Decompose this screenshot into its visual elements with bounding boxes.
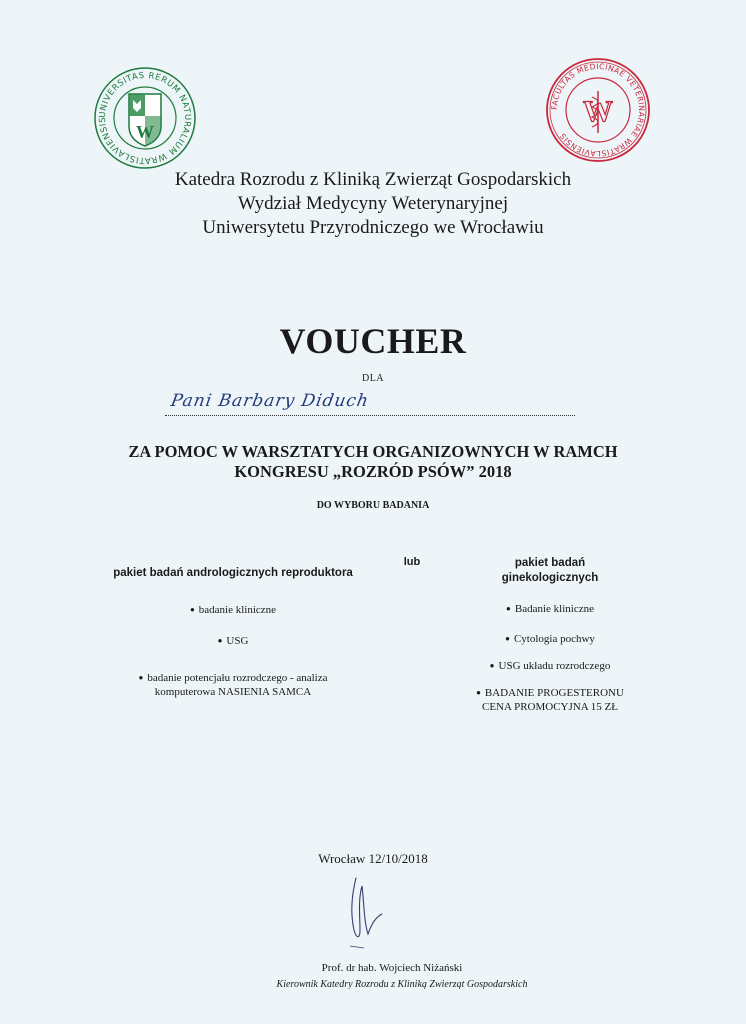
list-item: ● USG układu rozrodczego — [489, 660, 611, 672]
andrology-package — [88, 566, 378, 699]
place-and-date: Wrocław 12/10/2018 — [318, 851, 428, 866]
handwritten-signature-icon — [338, 872, 398, 952]
list-item: ● Cytologia pochwy — [505, 633, 595, 645]
bullet-icon: ● — [138, 673, 144, 682]
bullet-icon: ● — [489, 661, 495, 670]
university-seal-monogram: W — [136, 122, 154, 142]
faculty-seal-text: FACULTAS MEDICINAE VETERINARIAE WRATISLAVIENSIS — [549, 61, 647, 159]
bullet-icon: ● — [217, 636, 223, 645]
faculty-seal-icon — [545, 57, 651, 163]
purpose-line-2: KONGRESU „ROZRÓD PSÓW” 2018 — [234, 462, 512, 481]
gynecology-package-title-1: pakiet badań — [514, 557, 586, 569]
voucher-purpose — [0, 442, 746, 482]
recipient-line — [165, 391, 575, 416]
list-item-price: CENA PROMOCYJNA 15 ZŁ — [482, 701, 618, 713]
bullet-icon: ● — [189, 605, 195, 614]
gynecology-package-title-2: ginekologicznych — [501, 572, 599, 584]
or-label: lub — [403, 556, 421, 568]
header-university: Uniwersytetu Przyrodniczego we Wrocławiu — [202, 217, 544, 238]
recipient-name: Pani Barbary Diduch — [169, 391, 371, 411]
signer-title: Kierownik Katedry Rozrodu z Kliniką Zwierząt Gospodarskich — [276, 979, 528, 989]
list-item: ● badanie potencjału rozrodczego - analiza — [138, 672, 328, 684]
bullet-icon: ● — [476, 688, 481, 697]
university-seal-text: UNIVERSITAS RERUM NATURALIUM WRATISLAVIENSIS — [97, 70, 193, 166]
header-department: Katedra Rozrodu z Kliniką Zwierząt Gospodarskich — [174, 169, 572, 190]
list-item: ● USG — [217, 635, 249, 647]
bullet-icon: ● — [505, 634, 510, 643]
voucher-title: VOUCHER — [279, 321, 467, 361]
list-item: ● Badanie kliniczne — [506, 603, 594, 615]
institution-header — [0, 168, 746, 240]
purpose-line-1: ZA POMOC W WARSZTATYCH ORGANIZOWNYCH W RAMCH — [128, 442, 618, 461]
andrology-package-title: pakiet badań andrologicznych reproduktora — [113, 567, 353, 579]
signer-name: Prof. dr hab. Wojciech Niżański — [321, 962, 463, 974]
list-item: ● BADANIE PROGESTERONU — [476, 687, 624, 699]
list-item: ● badanie kliniczne — [189, 604, 277, 616]
header-faculty: Wydział Medycyny Weterynaryjnej — [237, 193, 509, 214]
gynecology-package — [450, 556, 650, 714]
faculty-seal-monogram: W — [583, 95, 613, 128]
choice-label: DO WYBORU BADANIA — [316, 500, 430, 511]
for-label: DLA — [361, 373, 385, 384]
bullet-icon: ● — [506, 604, 511, 613]
list-item-continuation: komputerowa NASIENIA SAMCA — [154, 686, 312, 698]
university-seal-icon — [93, 66, 197, 170]
or-separator — [392, 556, 432, 568]
